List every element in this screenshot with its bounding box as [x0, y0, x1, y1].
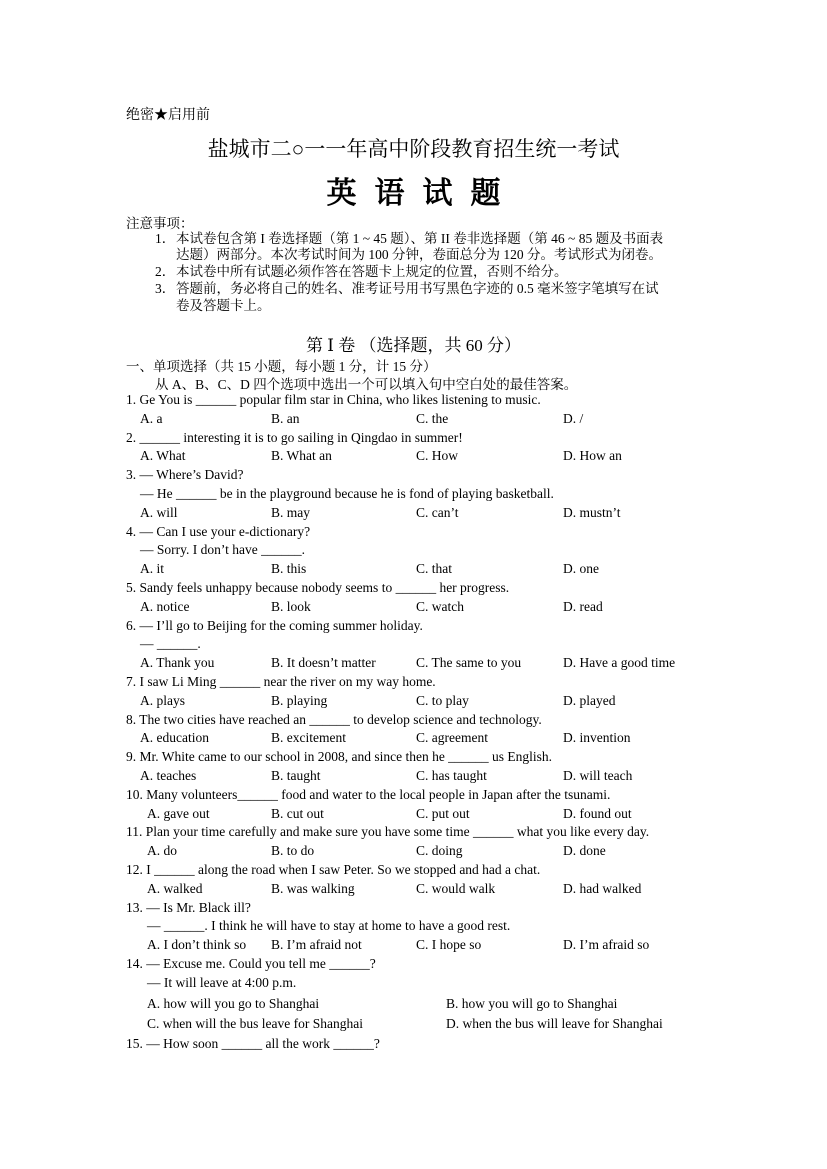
confidential-mark: 绝密★启用前: [126, 108, 210, 123]
part-title: 第 Ⅰ 卷 （选择题，共 60 分）: [306, 336, 521, 355]
answer-option[interactable]: D. I’m afraid so: [563, 937, 650, 953]
answer-option[interactable]: A. I don’t think so: [147, 937, 247, 953]
answer-option[interactable]: B. an: [271, 410, 300, 426]
question-stem: 15. — How soon ______ all the work ______?: [126, 1035, 380, 1051]
note-text: 答题前，务必将自己的姓名、准考证号用书写黑色字迹的 0.5 毫米签字笔填写在试: [176, 281, 659, 296]
question-dialogue-line: — It will leave at 4:00 p.m.: [147, 974, 297, 990]
answer-option[interactable]: B. look: [271, 598, 311, 614]
answer-option[interactable]: A. notice: [140, 598, 190, 614]
answer-option[interactable]: D. when the bus will leave for Shanghai: [446, 1016, 663, 1032]
note-text: 卷及答题卡上。: [176, 298, 271, 313]
question-stem: 1. Ge You is ______ popular film star in China, who likes listening to music.: [126, 392, 541, 407]
answer-option[interactable]: D. read: [563, 598, 603, 614]
answer-option[interactable]: B. taught: [271, 768, 321, 783]
answer-option[interactable]: D. done: [563, 843, 606, 859]
question-stem: 14. — Excuse me. Could you tell me ______?: [126, 956, 376, 971]
answer-option[interactable]: A. a: [140, 410, 163, 426]
answer-option[interactable]: D. one: [563, 561, 599, 577]
subject-title: 英语试题: [326, 177, 519, 210]
answer-option[interactable]: D. mustn’t: [563, 504, 621, 520]
question-stem: 8. The two cities have reached an ______ to develop science and technology.: [126, 711, 542, 727]
question-dialogue-line: — Sorry. I don’t have ______.: [140, 542, 305, 558]
note-text: 本试卷包含第 I 卷选择题（第 1 ~ 45 题）、第 II 卷非选择题（第 46 ~ 85 题及书面表: [176, 231, 664, 246]
question-stem: 10. Many volunteers______ food and water to the local people in Japan after the tsunami.: [126, 786, 611, 802]
note-number: 2．: [155, 264, 176, 279]
answer-option[interactable]: C. watch: [416, 598, 464, 614]
answer-option[interactable]: A. What: [140, 448, 186, 464]
answer-option[interactable]: B. was walking: [271, 880, 355, 896]
answer-option[interactable]: B. excitement: [271, 730, 346, 746]
answer-option[interactable]: B. how you will go to Shanghai: [446, 995, 618, 1011]
answer-option[interactable]: B. may: [271, 504, 310, 520]
question-dialogue-line: — He ______ be in the playground because he is fond of playing basketball.: [140, 486, 554, 501]
question-stem: 9. Mr. White came to our school in 2008, and since then he ______ us English.: [126, 749, 553, 765]
question-stem: 2. ______ interesting it is to go sailing in Qingdao in summer!: [126, 429, 463, 445]
answer-option[interactable]: B. this: [271, 561, 307, 577]
answer-option[interactable]: C. How: [416, 448, 459, 464]
answer-option[interactable]: A. how will you go to Shanghai: [147, 995, 320, 1011]
answer-option[interactable]: B. It doesn’t matter: [271, 655, 376, 671]
answer-option[interactable]: A. education: [140, 730, 209, 746]
answer-option[interactable]: A. do: [147, 843, 177, 859]
question-stem: 4. — Can I use your e-dictionary?: [126, 523, 311, 539]
answer-option[interactable]: C. The same to you: [416, 655, 522, 671]
section-instruction: 从 A、B、C、D 四个选项中选出一个可以填入句中空白处的最佳答案。: [155, 377, 578, 392]
question-stem: 13. — Is Mr. Black ill?: [126, 899, 251, 915]
answer-option[interactable]: C. the: [416, 410, 449, 426]
section-heading: 一、单项选择（共 15 小题，每小题 1 分，计 15 分）: [126, 359, 437, 374]
answer-option[interactable]: D. found out: [563, 805, 632, 821]
answer-option[interactable]: C. can’t: [416, 504, 459, 520]
answer-option[interactable]: B. to do: [271, 843, 315, 859]
question-dialogue-line: — ______. I think he will have to stay at home to have a good rest.: [147, 918, 511, 934]
answer-option[interactable]: C. I hope so: [416, 937, 482, 953]
note-number: 3．: [155, 281, 176, 296]
question-stem: 5. Sandy feels unhappy because nobody seems to ______ her progress.: [126, 580, 510, 595]
answer-option[interactable]: D. played: [563, 692, 616, 708]
answer-option[interactable]: C. would walk: [416, 880, 496, 896]
answer-option[interactable]: A. will: [140, 504, 178, 520]
answer-option[interactable]: C. doing: [416, 843, 463, 859]
question-stem: 3. — Where’s David?: [126, 467, 244, 483]
answer-option[interactable]: D. will teach: [563, 768, 633, 783]
answer-option[interactable]: C. agreement: [416, 730, 488, 746]
answer-option[interactable]: A. teaches: [140, 768, 197, 783]
answer-option[interactable]: D. invention: [563, 730, 631, 746]
answer-option[interactable]: B. cut out: [271, 805, 324, 821]
note-number: 1．: [155, 231, 176, 246]
question-stem: 11. Plan your time carefully and make sure you have some time ______ what you like every day.: [126, 824, 650, 840]
answer-option[interactable]: D. /: [563, 410, 584, 426]
note-text: 本试卷中所有试题必须作答在答题卡上规定的位置，否则不给分。: [176, 264, 568, 279]
answer-option[interactable]: C. to play: [416, 692, 469, 708]
question-stem: 7. I saw Li Ming ______ near the river on my way home.: [126, 674, 436, 689]
answer-option[interactable]: C. has taught: [416, 768, 487, 783]
note-text: 达题）两部分。本次考试时间为 100 分钟，卷面总分为 120 分。考试形式为闭卷。: [176, 247, 662, 262]
answer-option[interactable]: A. gave out: [147, 805, 210, 821]
answer-option[interactable]: C. when will the bus leave for Shanghai: [147, 1016, 363, 1032]
answer-option[interactable]: B. playing: [271, 692, 328, 708]
answer-option[interactable]: B. What an: [271, 448, 332, 464]
answer-option[interactable]: A. Thank you: [140, 655, 215, 671]
answer-option[interactable]: A. walked: [147, 880, 203, 896]
answer-option[interactable]: C. put out: [416, 805, 470, 821]
answer-option[interactable]: D. How an: [563, 448, 622, 464]
question-dialogue-line: — ______.: [140, 636, 201, 652]
answer-option[interactable]: C. that: [416, 561, 452, 577]
answer-option[interactable]: D. Have a good time: [563, 655, 676, 671]
answer-option[interactable]: A. it: [140, 561, 165, 577]
answer-option[interactable]: D. had walked: [563, 880, 642, 896]
question-stem: 6. — I’ll go to Beijing for the coming summer holiday.: [126, 617, 423, 633]
exam-title: 盐城市二○一一年高中阶段教育招生统一考试: [207, 137, 620, 161]
answer-option[interactable]: A. plays: [140, 692, 185, 708]
notes-heading: 注意事项：: [126, 216, 194, 231]
answer-option[interactable]: B. I’m afraid not: [271, 937, 362, 953]
question-stem: 12. I ______ along the road when I saw Peter. So we stopped and had a chat.: [126, 862, 541, 877]
